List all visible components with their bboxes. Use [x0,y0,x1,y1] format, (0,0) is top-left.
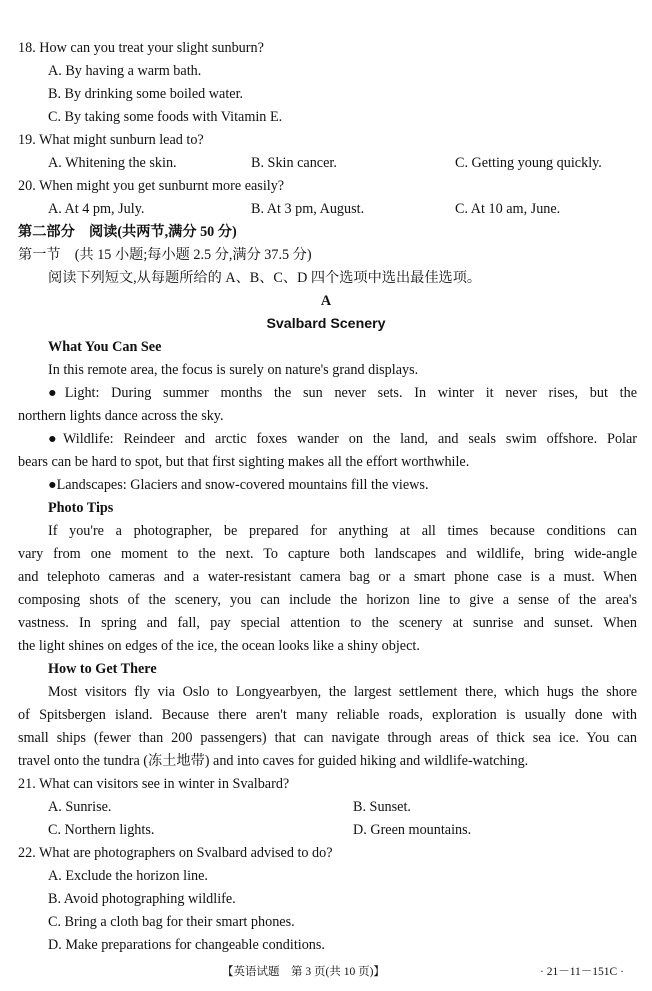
section-1-heading: 第一节 (共 15 小题;每小题 2.5 分,满分 37.5 分) [18,247,312,263]
q20-option-b: B. At 3 pm, August. [251,201,365,217]
q20-option-a: A. At 4 pm, July. [48,201,145,217]
footer-page-label: 【英语试题 第 3 页(共 10 页)】 [222,966,385,978]
question-19-stem: 19. What might sunburn lead to? [18,132,204,148]
question-22-stem: 22. What are photographers on Svalbard advised to do? [18,845,333,861]
q19-option-c: C. Getting young quickly. [455,155,602,171]
paragraph-intro: In this remote area, the focus is surely on nature's grand displays. [48,362,419,378]
photo-tips-line-1: If you're a photographer, be prepared for anything at all times because conditions can [48,523,637,539]
get-there-line-3: small ships (fewer than 200 passengers) that can navigate through areas of thick sea ice. You can [18,730,637,746]
q19-option-b: B. Skin cancer. [251,155,337,171]
q18-option-b: B. By drinking some boiled water. [48,86,244,102]
reading-instruction: 阅读下列短文,从每题所给的 A、B、C、D 四个选项中选出最佳选项。 [48,270,482,286]
bullet-wildlife-line-2: bears can be hard to spot, but that first sighting makes all the effort worthwhile. [18,454,470,470]
question-20-stem: 20. When might you get sunburnt more easily? [18,178,285,194]
q18-option-c: C. By taking some foods with Vitamin E. [48,109,283,125]
subheading-photo-tips: Photo Tips [48,500,114,516]
photo-tips-line-3: and telephoto cameras and a water-resistant camera bag or a smart phone case is a must. When [18,569,637,585]
bullet-light-line-2: northern lights dance across the sky. [18,408,224,424]
passage-letter: A [320,293,332,309]
get-there-line-4: travel onto the tundra (冻土地带) and into caves for guided hiking and wildlife-watching. [18,753,529,769]
q22-option-b: B. Avoid photographing wildlife. [48,891,236,907]
q19-option-a: A. Whitening the skin. [48,155,177,171]
photo-tips-line-2: vary from one moment to the next. To capture both landscapes and wildlife, bring wide-angle [18,546,637,562]
subheading-how-to-get-there: How to Get There [48,661,157,677]
part-2-heading: 第二部分 阅读(共两节,满分 50 分) [18,224,237,240]
footer-exam-code: · 21－11－151C · [540,966,624,978]
get-there-line-2: of Spitsbergen island. Because there aren't many reliable roads, exploration is usually done with [18,707,637,723]
bullet-light-line-1: ●Light: During summer months the sun never sets. In winter it never rises, but the [48,385,637,401]
q21-option-b: B. Sunset. [353,799,411,815]
q20-option-c: C. At 10 am, June. [455,201,561,217]
question-21-stem: 21. What can visitors see in winter in Svalbard? [18,776,290,792]
passage-title: Svalbard Scenery [266,316,386,332]
q21-option-d: D. Green mountains. [353,822,472,838]
bullet-wildlife-line-1: ●Wildlife: Reindeer and arctic foxes wander on the land, and seals swim offshore. Polar [48,431,637,447]
q21-option-c: C. Northern lights. [48,822,155,838]
q18-option-a: A. By having a warm bath. [48,63,202,79]
q22-option-c: C. Bring a cloth bag for their smart phones. [48,914,295,930]
q22-option-a: A. Exclude the horizon line. [48,868,208,884]
question-18-stem: 18. How can you treat your slight sunburn? [18,40,264,56]
subheading-what-you-can-see: What You Can See [48,339,162,355]
q21-option-a: A. Sunrise. [48,799,112,815]
photo-tips-line-4: composing shots of the scenery, you can include the horizon line to give a sense of the area's [18,592,637,608]
q22-option-d: D. Make preparations for changeable conditions. [48,937,325,953]
photo-tips-line-6: the light shines on edges of the ice, the ocean looks like a shiny object. [18,638,420,654]
bullet-landscapes: ●Landscapes: Glaciers and snow-covered mountains fill the views. [48,477,429,493]
photo-tips-line-5: vastness. In spring and fall, pay special attention to the scenery at sunrise and sunset. When [18,615,637,631]
get-there-line-1: Most visitors fly via Oslo to Longyearbyen, the largest settlement there, which hugs the shore [48,684,637,700]
